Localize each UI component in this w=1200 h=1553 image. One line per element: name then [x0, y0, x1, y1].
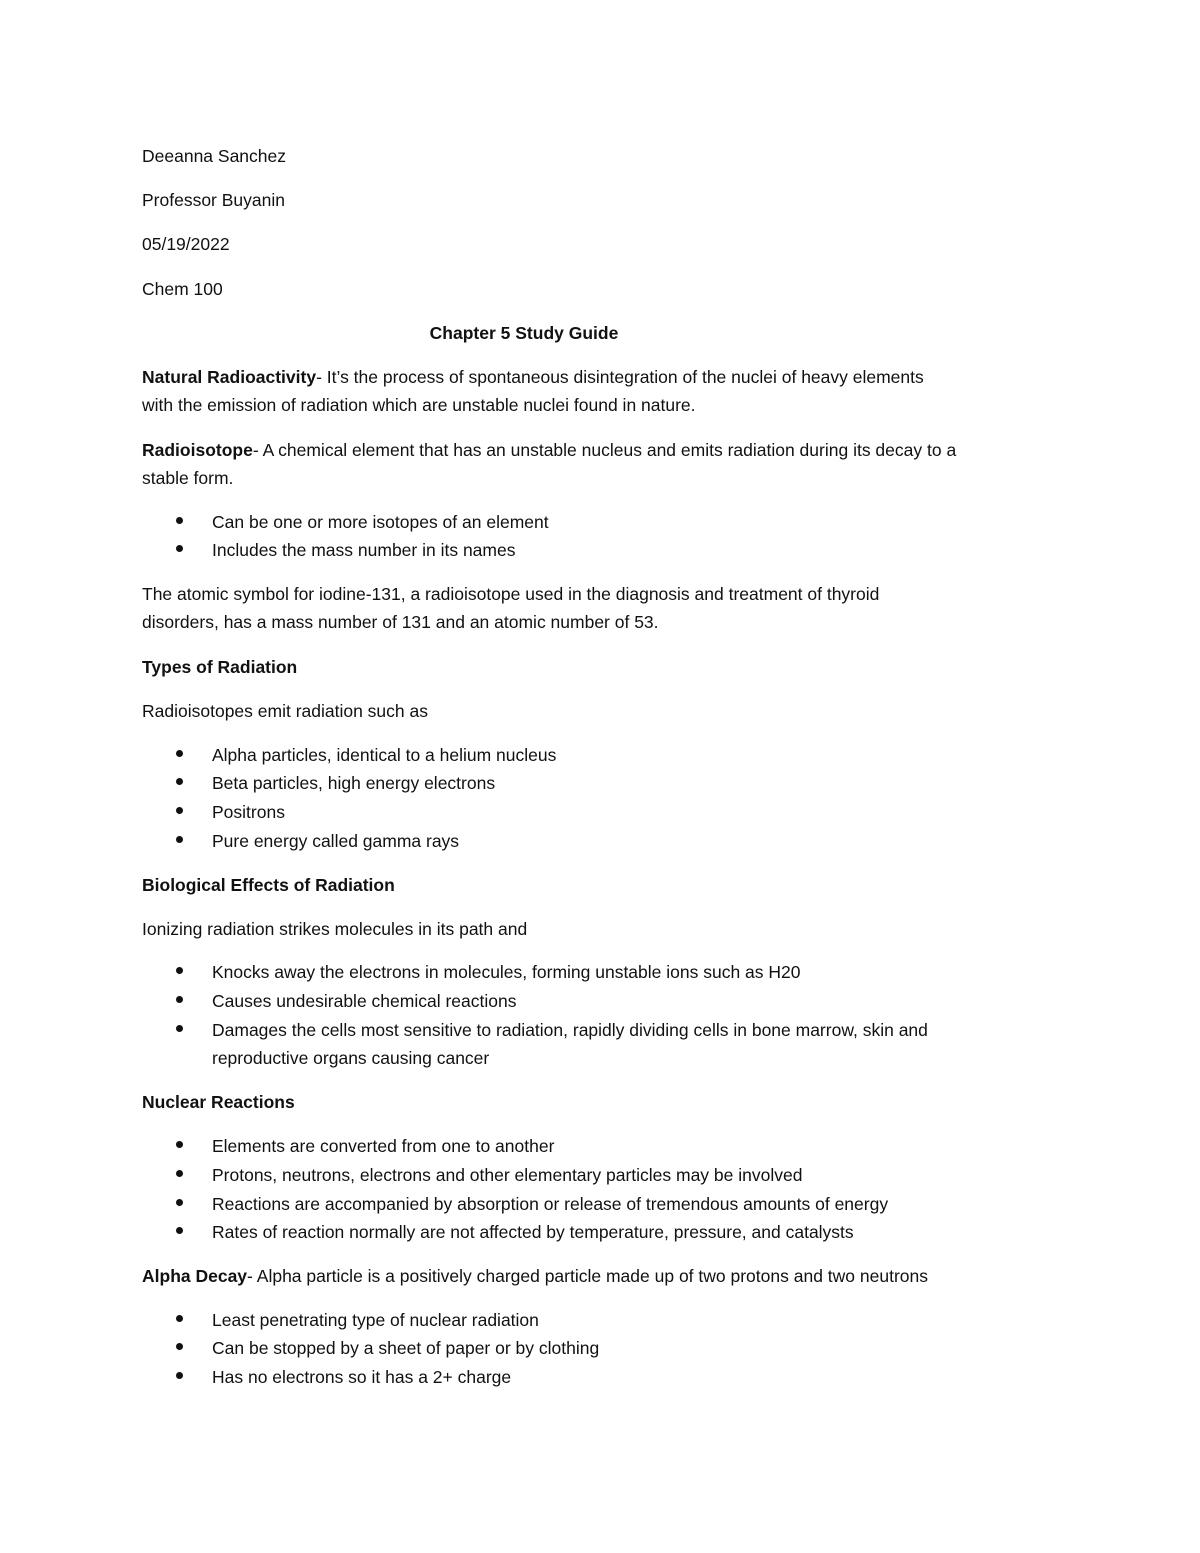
- bullet-icon: [176, 750, 183, 757]
- bullet-icon: [176, 1141, 183, 1148]
- bullet-icon: [176, 836, 183, 843]
- list-item: Rates of reaction normally are not affected by temperature, pressure, and catalysts: [212, 1222, 854, 1242]
- alpha-decay-definition: - Alpha particle is a positively charged particle made up of two protons and two neutrons: [247, 1266, 928, 1286]
- date: 05/19/2022: [142, 234, 230, 254]
- bullet-icon: [176, 1343, 183, 1350]
- bullet-icon: [176, 1315, 183, 1322]
- natural-radioactivity-definition-cont: with the emission of radiation which are unstable nuclei found in nature.: [142, 395, 696, 415]
- list-item: Has no electrons so it has a 2+ charge: [212, 1367, 512, 1387]
- bullet-icon: [176, 1025, 183, 1032]
- iodine-paragraph-cont: disorders, has a mass number of 131 and an atomic number of 53.: [142, 612, 659, 632]
- natural-radioactivity-paragraph: [142, 365, 924, 389]
- list-item: Can be stopped by a sheet of paper or by clothing: [212, 1338, 600, 1358]
- bullet-icon: [176, 967, 183, 974]
- list-item: Beta particles, high energy electrons: [212, 773, 496, 793]
- list-item: Elements are converted from one to another: [212, 1136, 555, 1156]
- bullet-icon: [176, 545, 183, 552]
- course-name: Chem 100: [142, 279, 223, 299]
- bullet-icon: [176, 996, 183, 1003]
- list-item: Positrons: [212, 802, 285, 822]
- bullet-icon: [176, 1199, 183, 1206]
- radioisotope-paragraph: [142, 438, 956, 462]
- radioisotope-term: Radioisotope: [142, 440, 253, 460]
- list-item: Can be one or more isotopes of an element: [212, 512, 549, 532]
- list-item: Damages the cells most sensitive to radiation, rapidly dividing cells in bone marrow, skin and: [212, 1020, 928, 1040]
- alpha-decay-term: Alpha Decay: [142, 1266, 248, 1286]
- radioisotope-definition-cont: stable form.: [142, 468, 234, 488]
- nuclear-reactions-heading: Nuclear Reactions: [142, 1092, 295, 1112]
- biological-effects-heading: Biological Effects of Radiation: [142, 875, 395, 895]
- radioisotope-definition: - A chemical element that has an unstable nucleus and emits radiation during its decay to a: [252, 440, 957, 460]
- author-name: Deeanna Sanchez: [142, 146, 286, 166]
- professor-name: Professor Buyanin: [142, 190, 285, 210]
- bullet-icon: [176, 1170, 183, 1177]
- list-item: Includes the mass number in its names: [212, 540, 516, 560]
- list-item-continuation: reproductive organs causing cancer: [212, 1048, 490, 1068]
- bullet-icon: [176, 778, 183, 785]
- list-item: Alpha particles, identical to a helium nucleus: [212, 745, 557, 765]
- list-item: Least penetrating type of nuclear radiation: [212, 1310, 539, 1330]
- types-of-radiation-heading: Types of Radiation: [142, 657, 298, 677]
- bullet-icon: [176, 807, 183, 814]
- list-item: Causes undesirable chemical reactions: [212, 991, 517, 1011]
- document-title: Chapter 5 Study Guide: [429, 323, 619, 343]
- bullet-icon: [176, 1372, 183, 1379]
- list-item: Knocks away the electrons in molecules, forming unstable ions such as H20: [212, 962, 801, 982]
- iodine-paragraph: The atomic symbol for iodine-131, a radioisotope used in the diagnosis and treatment of thyroid: [142, 584, 880, 604]
- list-item: Reactions are accompanied by absorption or release of tremendous amounts of energy: [212, 1194, 889, 1214]
- natural-radioactivity-term: Natural Radioactivity: [142, 367, 317, 387]
- biological-effects-intro: Ionizing radiation strikes molecules in its path and: [142, 919, 528, 939]
- bullet-icon: [176, 1227, 183, 1234]
- alpha-decay-paragraph: [142, 1264, 928, 1288]
- list-item: Protons, neutrons, electrons and other elementary particles may be involved: [212, 1165, 803, 1185]
- natural-radioactivity-definition: - It’s the process of spontaneous disintegration of the nuclei of heavy elements: [316, 367, 924, 387]
- list-item: Pure energy called gamma rays: [212, 831, 460, 851]
- types-of-radiation-intro: Radioisotopes emit radiation such as: [142, 701, 428, 721]
- bullet-icon: [176, 517, 183, 524]
